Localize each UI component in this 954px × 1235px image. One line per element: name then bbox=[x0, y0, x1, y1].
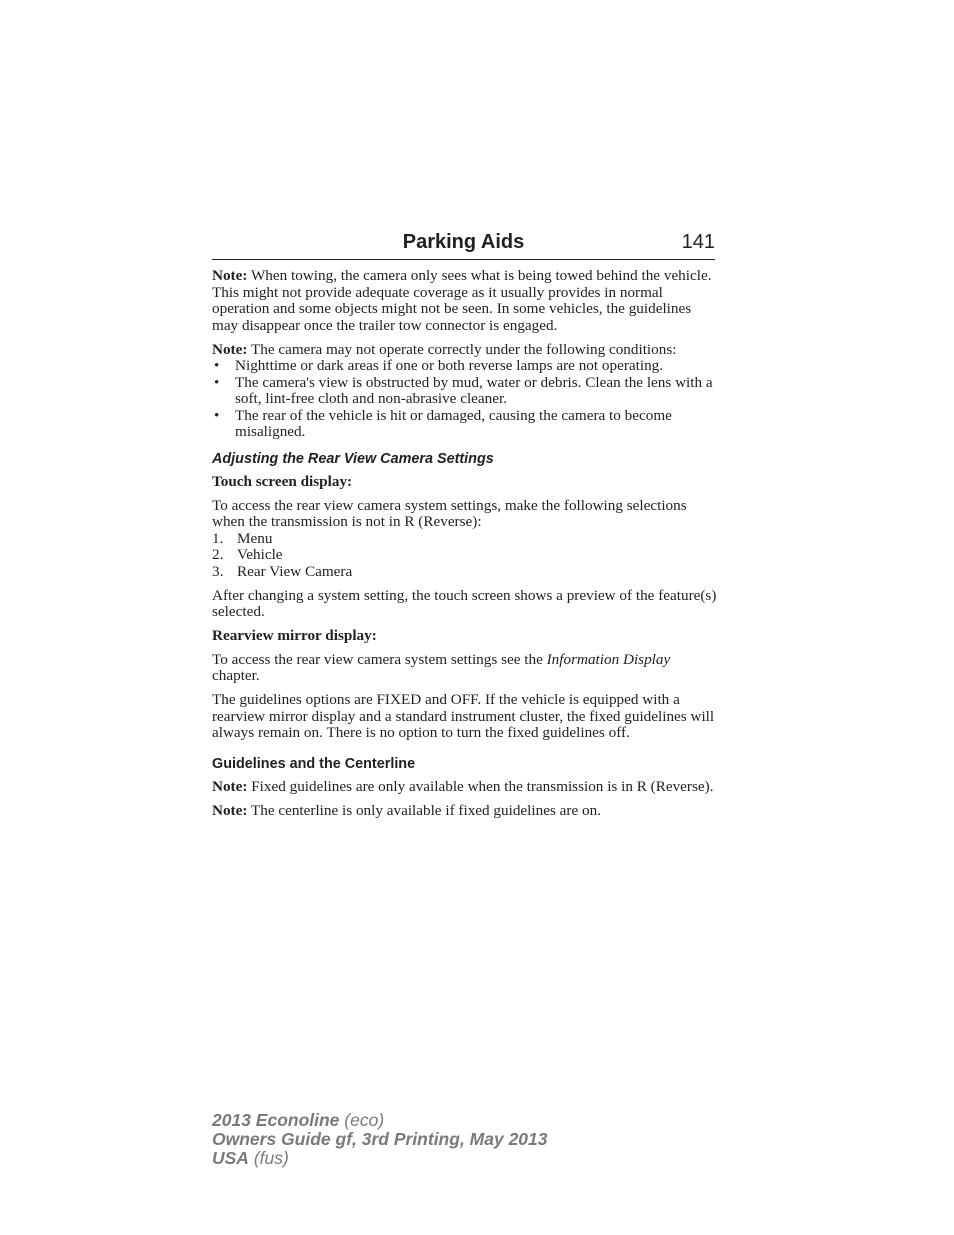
note-fixed-guidelines bbox=[212, 779, 717, 796]
list-item bbox=[212, 547, 717, 564]
section-heading-guidelines: Guidelines and the Centerline bbox=[212, 755, 416, 772]
list-item bbox=[212, 408, 717, 441]
page-footer bbox=[212, 1111, 548, 1168]
footer-model: 2013 Econoline bbox=[212, 1110, 340, 1130]
page-header bbox=[212, 229, 715, 260]
bullet-icon: • bbox=[214, 373, 220, 391]
note-text: When towing, the camera only sees what is being towed behind the vehicle. This might not provide adequate coverage as it usually provides in normal operation and some objects might not be seen. In some vehicles, the guidelines may disappear once the trailer tow connector is engaged. bbox=[212, 267, 712, 334]
note-label: Note: bbox=[212, 802, 248, 819]
mirror-display-text bbox=[212, 652, 717, 685]
step-number: 3. bbox=[212, 562, 224, 580]
list-item bbox=[212, 358, 717, 375]
footer-line-model bbox=[212, 1111, 548, 1130]
mirror-display-label: Rearview mirror display: bbox=[212, 627, 377, 644]
step-number: 2. bbox=[212, 546, 224, 563]
note-camera-conditions bbox=[212, 342, 717, 359]
footer-model-code: (eco) bbox=[339, 1110, 385, 1130]
bullet-icon: • bbox=[214, 357, 220, 374]
list-item-text: Nighttime or dark areas if one or both reverse lamps are not operating. bbox=[235, 357, 664, 374]
list-item-text: The rear of the vehicle is hit or damaged, causing the camera to become misaligned. bbox=[235, 406, 672, 440]
conditions-list bbox=[212, 358, 717, 441]
main-content bbox=[212, 268, 717, 827]
bullet-icon: • bbox=[214, 406, 220, 424]
steps-list bbox=[212, 531, 717, 581]
note-towing bbox=[212, 268, 717, 334]
note-label: Note: bbox=[212, 340, 248, 358]
mirror-text-pre: To access the rear view camera system settings see the bbox=[212, 650, 547, 668]
page-number: 141 bbox=[681, 231, 715, 253]
mirror-text-post: chapter. bbox=[212, 667, 260, 684]
footer-line-market bbox=[212, 1149, 548, 1168]
footer-market-code: (fus) bbox=[248, 1148, 289, 1168]
note-text: The centerline is only available if fixed guidelines are on. bbox=[247, 802, 601, 819]
list-item-text: The camera's view is obstructed by mud, water or debris. Clean the lens with a soft, lint-free cloth and non-abrasive cleaner. bbox=[235, 373, 713, 407]
footer-guide: Owners Guide gf, 3rd Printing, May 2013 bbox=[212, 1129, 548, 1149]
section-heading-adjusting: Adjusting the Rear View Camera Settings bbox=[212, 450, 494, 467]
footer-line-guide bbox=[212, 1130, 548, 1149]
touch-screen-intro: To access the rear view camera system settings, make the following selections when the transmission is not in R (Reverse): bbox=[212, 496, 687, 530]
footer-market: USA bbox=[212, 1148, 249, 1168]
note-text: Fixed guidelines are only available when the transmission is in R (Reverse). bbox=[247, 778, 714, 795]
note-label: Note: bbox=[212, 778, 248, 795]
chapter-reference: Information Display bbox=[546, 650, 671, 668]
chapter-title: Parking Aids bbox=[402, 231, 525, 253]
list-item bbox=[212, 375, 717, 408]
step-number: 1. bbox=[212, 529, 224, 547]
note-text: The camera may not operate correctly under the following conditions: bbox=[247, 340, 677, 358]
after-steps-text: After changing a system setting, the touch screen shows a preview of the feature(s) selected. bbox=[212, 586, 717, 620]
step-text: Menu bbox=[237, 529, 273, 547]
note-centerline bbox=[212, 803, 717, 820]
list-item bbox=[212, 564, 717, 581]
note-label: Note: bbox=[212, 267, 248, 284]
touch-screen-label: Touch screen display: bbox=[212, 473, 353, 490]
step-text: Rear View Camera bbox=[237, 562, 353, 580]
list-item bbox=[212, 531, 717, 548]
guidelines-options-text: The guidelines options are FIXED and OFF. If the vehicle is equipped with a rearview mirror display and a standard instrument cluster, the fixed guidelines will always remain on. There is no option to turn the fixed guidelines off. bbox=[212, 691, 715, 741]
step-text: Vehicle bbox=[237, 546, 283, 563]
